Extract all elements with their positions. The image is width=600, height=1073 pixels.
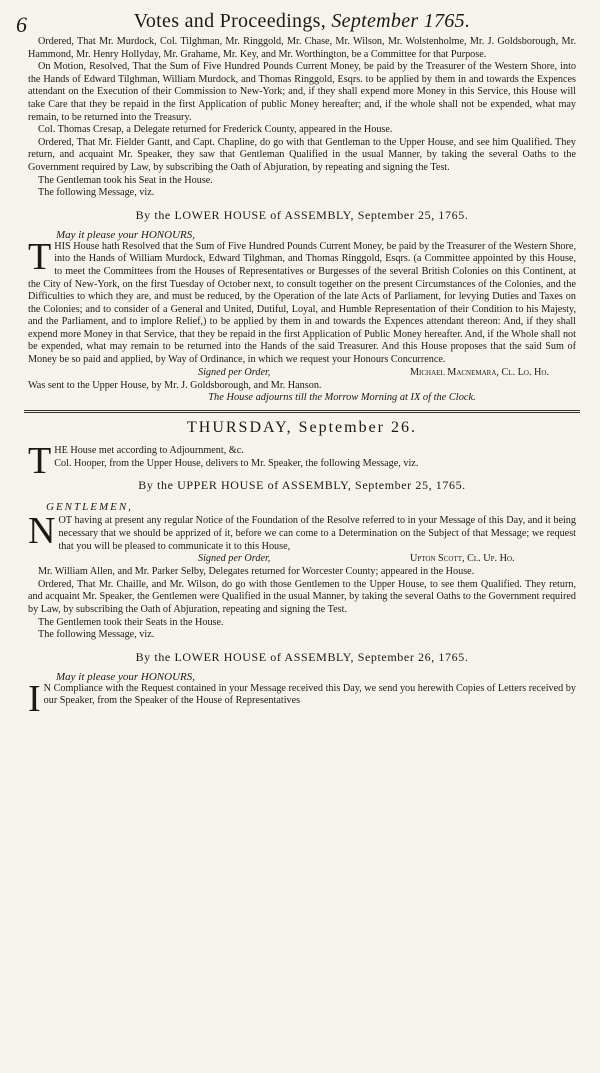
message-body-text: OT having at present any regular Notice of the Foundation of the Resolve referred to in your Message of this Day, and it being necessary that we should be apprized of it, before we can come to a Determination on the Subject of that Message; we request that you will be pleased to communicate it to this House,	[58, 515, 576, 552]
signature-line	[28, 553, 576, 566]
page-title	[28, 6, 576, 33]
title-date: September 1765.	[331, 10, 471, 32]
title-text: Votes and Proceedings,	[133, 10, 327, 32]
paragraph-message-intro: The following Message, viz.	[38, 629, 155, 641]
drop-cap: T	[28, 235, 52, 278]
adjournment-note: The House adjourns till the Morrow Morning at IX of the Clock.	[208, 392, 476, 404]
message-body-text: HIS House hath Resolved that the Sum of Five Hundred Pounds Current Money, be paid by the Treasurer of the Western Shore, into the Hands of William Murdock, Edward Tilghman, and Thomas Ringgold, Esqrs. (a Committee appointed by this House, to meet the Committees from the Houses of Representatives or Burgesses of the several British Colonies on this Continent, at the City of New-York, on the first Tuesday of October next, to consult together on the present Circumstances of the Colonies, and the Difficulties to which they are, and must be reduced, by the Operation of the late Acts of Parliament, for levying Duties and Taxes on the Colonies; and to consider of a General and United, Dutiful, Loyal, and Humble Representation of their Condition to his Majesty, and the Parliament, and to implore Relief,) to be applied by them in and towards the Expences attendant thereon: And, if they shall expend more Money in that Service, that they be repaid in the first Application of Public Money hereafter. And, if the Whole shall not be expended, what may remain to be returned into the Hands of the said Treasurer. And this House proposes that the said Sum of Money be so paid and applied, by Way of Ordinance, in which we request your Honours Concurrence.	[28, 240, 576, 366]
message-address: May it please your HONOURS,	[56, 670, 196, 683]
hooper-text: Col. Hooper, from the Upper House, delivers to Mr. Speaker, the following Message, viz.	[54, 457, 419, 469]
message-address: GENTLEMEN,	[46, 501, 133, 514]
paragraph-cresap: Col. Thomas Cresap, a Delegate returned for Frederick County, appeared in the House.	[38, 124, 393, 136]
message-body-upper-25	[28, 510, 576, 553]
paragraph-house-met	[28, 440, 576, 483]
signature-line	[28, 367, 576, 380]
paragraph-seat: The Gentleman took his Seat in the House.	[38, 174, 213, 186]
paragraph-committee: Ordered, That Mr. Murdock, Col. Tilghman, Mr. Ringgold, Mr. Chase, Mr. Wilson, Mr. Wolstenholme, Mr. J. Goldsborough, Mr. Hammond, Mr. Henry Hollyday, Mr. Grahame, Mr. Key, and Mr. Worthington, be a Committee for that Purpose.	[28, 36, 576, 60]
message-body-lower-25	[28, 235, 576, 367]
message-body-lower-26	[28, 677, 576, 720]
paragraph-message-intro: The following Message, viz.	[38, 187, 155, 199]
paragraph-seats: The Gentlemen took their Seats in the House.	[38, 616, 224, 628]
paragraph-ordered-chaille: Ordered, That Mr. Chaille, and Mr. Wilson, do go with those Gentlemen to the Upper House, to see them Qualified. They return, and acquaint Mr. Speaker, the Gentlemen were Qualified in the usual Manner, by taking the several Oaths to the Government required by Law, by subscribing the Oath of Abjuration, repeating and signing the Test.	[28, 578, 576, 615]
message-address: May it please your HONOURS,	[56, 228, 196, 241]
signed-per-order: Signed per Order,	[198, 366, 271, 378]
drop-cap: N	[28, 510, 56, 553]
section-divider	[24, 410, 580, 413]
house-met-text: HE House met according to Adjournment, &c.	[54, 445, 244, 457]
message-heading-lower-25: By the LOWER HOUSE of ASSEMBLY, September 25, 1765.	[135, 207, 469, 222]
message-heading-lower-26: By the LOWER HOUSE of ASSEMBLY, September 26, 1765.	[135, 649, 469, 664]
page-header	[16, 6, 576, 37]
signed-per-order: Signed per Order,	[198, 553, 271, 565]
paragraph-sent: Was sent to the Upper House, by Mr. J. Goldsborough, and Mr. Hanson.	[28, 379, 322, 391]
signer-name: Michael Macnemara, Cl. Lo. Ho.	[410, 366, 549, 378]
drop-cap: T	[28, 440, 52, 483]
page-number: 6	[16, 12, 27, 37]
drop-cap: I	[28, 677, 41, 720]
message-body-text: N Compliance with the Request contained in your Message received this Day, we send you herewith Copies of Letters received by our Speaker, from the Speaker of the House of Representatives	[43, 682, 576, 707]
day-heading: THURSDAY, September 26.	[186, 419, 417, 437]
paragraph-ordered-gantt: Ordered, That Mr. Fielder Gantt, and Capt. Chapline, do go with that Gentleman to the Upper House, and see him Qualified. They return, and acquaint Mr. Speaker, they saw that Gentleman Qualified in the usual Manner, by taking the several Oaths to the Government required by Law, by subscribing the Oath of Abjuration, by repeating and signing the Test.	[28, 136, 576, 173]
paragraph-resolved: On Motion, Resolved, That the Sum of Five Hundred Pounds Current Money, be paid by the Treasurer of the Western Shore, into the Hands of Edward Tilghman, William Murdock, and Thomas Ringgold, Esqrs. to be applied by them in and towards the Expences attendant on the Execution of their Commission to New-York; and, if they shall expend more Money in this Service, this House will take Care that they be repaid in the first Application of public Money hereafter; and, if the whole shall not be expended, what may remain, to be returned into the Treasury.	[28, 61, 576, 123]
paragraph-worcester: Mr. William Allen, and Mr. Parker Selby, Delegates returned for Worcester County; appeared in the House.	[38, 566, 475, 578]
signer-name: Upton Scott, Cl. Up. Ho.	[410, 553, 515, 565]
message-heading-upper-25: By the UPPER HOUSE of ASSEMBLY, September 25, 1765.	[138, 478, 466, 493]
